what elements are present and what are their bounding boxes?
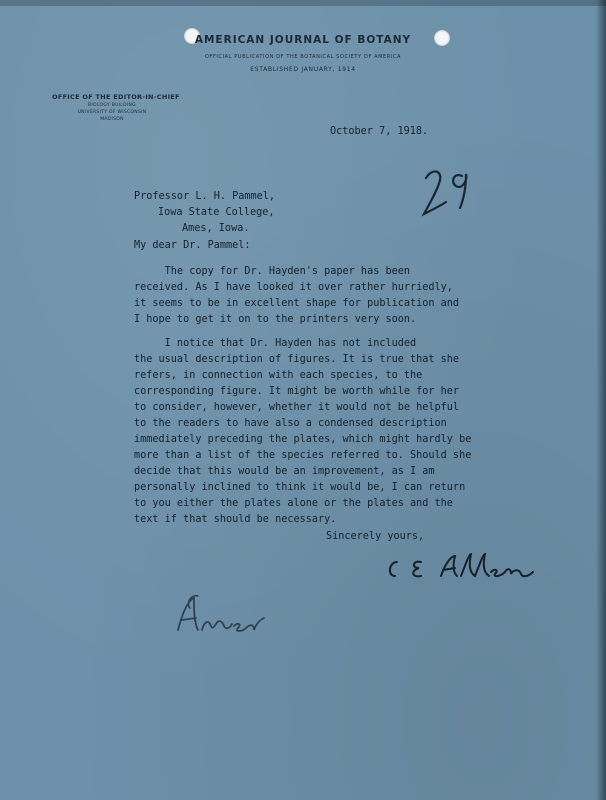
paragraph-line: immediately preceding the plates, which might hardly be [134,434,472,445]
paragraph-line: decide that this would be an improvement, as I am [134,466,435,477]
paragraph-line: more than a list of the species referred to. Should she [134,450,472,461]
scan-top-edge [0,0,606,6]
office-city: MADISON [100,117,124,122]
paragraph-1 [134,264,574,328]
paragraph-line: to you either the plates alone or the plates and the [134,498,453,509]
letterhead-established-line: ESTABLISHED JANUARY, 1914 [250,66,356,73]
handwritten-signature [383,548,543,592]
recipient-city: Ames, Iowa. [182,223,250,234]
paragraph-line: the usual description of figures. It is true that she [134,354,460,365]
office-building: BIOLOGY BUILDING [88,103,136,108]
letterhead-publication-line: OFFICIAL PUBLICATION OF THE BOTANICAL SOCIETY OF AMERICA [204,54,402,60]
recipient-name: Professor L. H. Pammel, [134,191,276,202]
scan-right-edge [596,0,606,800]
handwritten-answered-note [168,584,278,644]
paragraph-line: I notice that Dr. Hayden has not included [134,338,417,349]
office-university: UNIVERSITY OF WISCONSIN [77,110,147,115]
letter-date: October 7, 1918. [330,126,429,137]
paragraph-line: refers, in connection with each species, to the [134,370,423,381]
office-title: OFFICE OF THE EDITOR-IN-CHIEF [52,93,180,101]
salutation: My dear Dr. Pammel: [134,240,251,251]
paragraph-line: received. As I have looked it over rather hurriedly, [134,282,453,293]
office-block [52,93,180,122]
paragraph-line: text if that should be necessary. [134,514,337,525]
letterhead-journal-title: AMERICAN JOURNAL OF BOTANY [194,34,412,46]
handwritten-number-mark [418,150,478,230]
paragraph-line: personally inclined to think it would be, I can return [134,482,466,493]
recipient-institution: Iowa State College, [158,207,275,218]
closing: Sincerely yours, [326,531,425,542]
paragraph-line: I hope to get it on to the printers very soon. [134,314,417,325]
paragraph-line: The copy for Dr. Hayden's paper has been [134,266,411,277]
paragraph-line: corresponding figure. It might be worth while for her [134,386,460,397]
paragraph-2 [134,336,574,528]
paragraph-line: to consider, however, whether it would not be helpful [134,402,460,413]
paragraph-line: it seems to be in excellent shape for publication and [134,298,460,309]
paragraph-line: to the readers to have also a condensed description [134,418,447,429]
